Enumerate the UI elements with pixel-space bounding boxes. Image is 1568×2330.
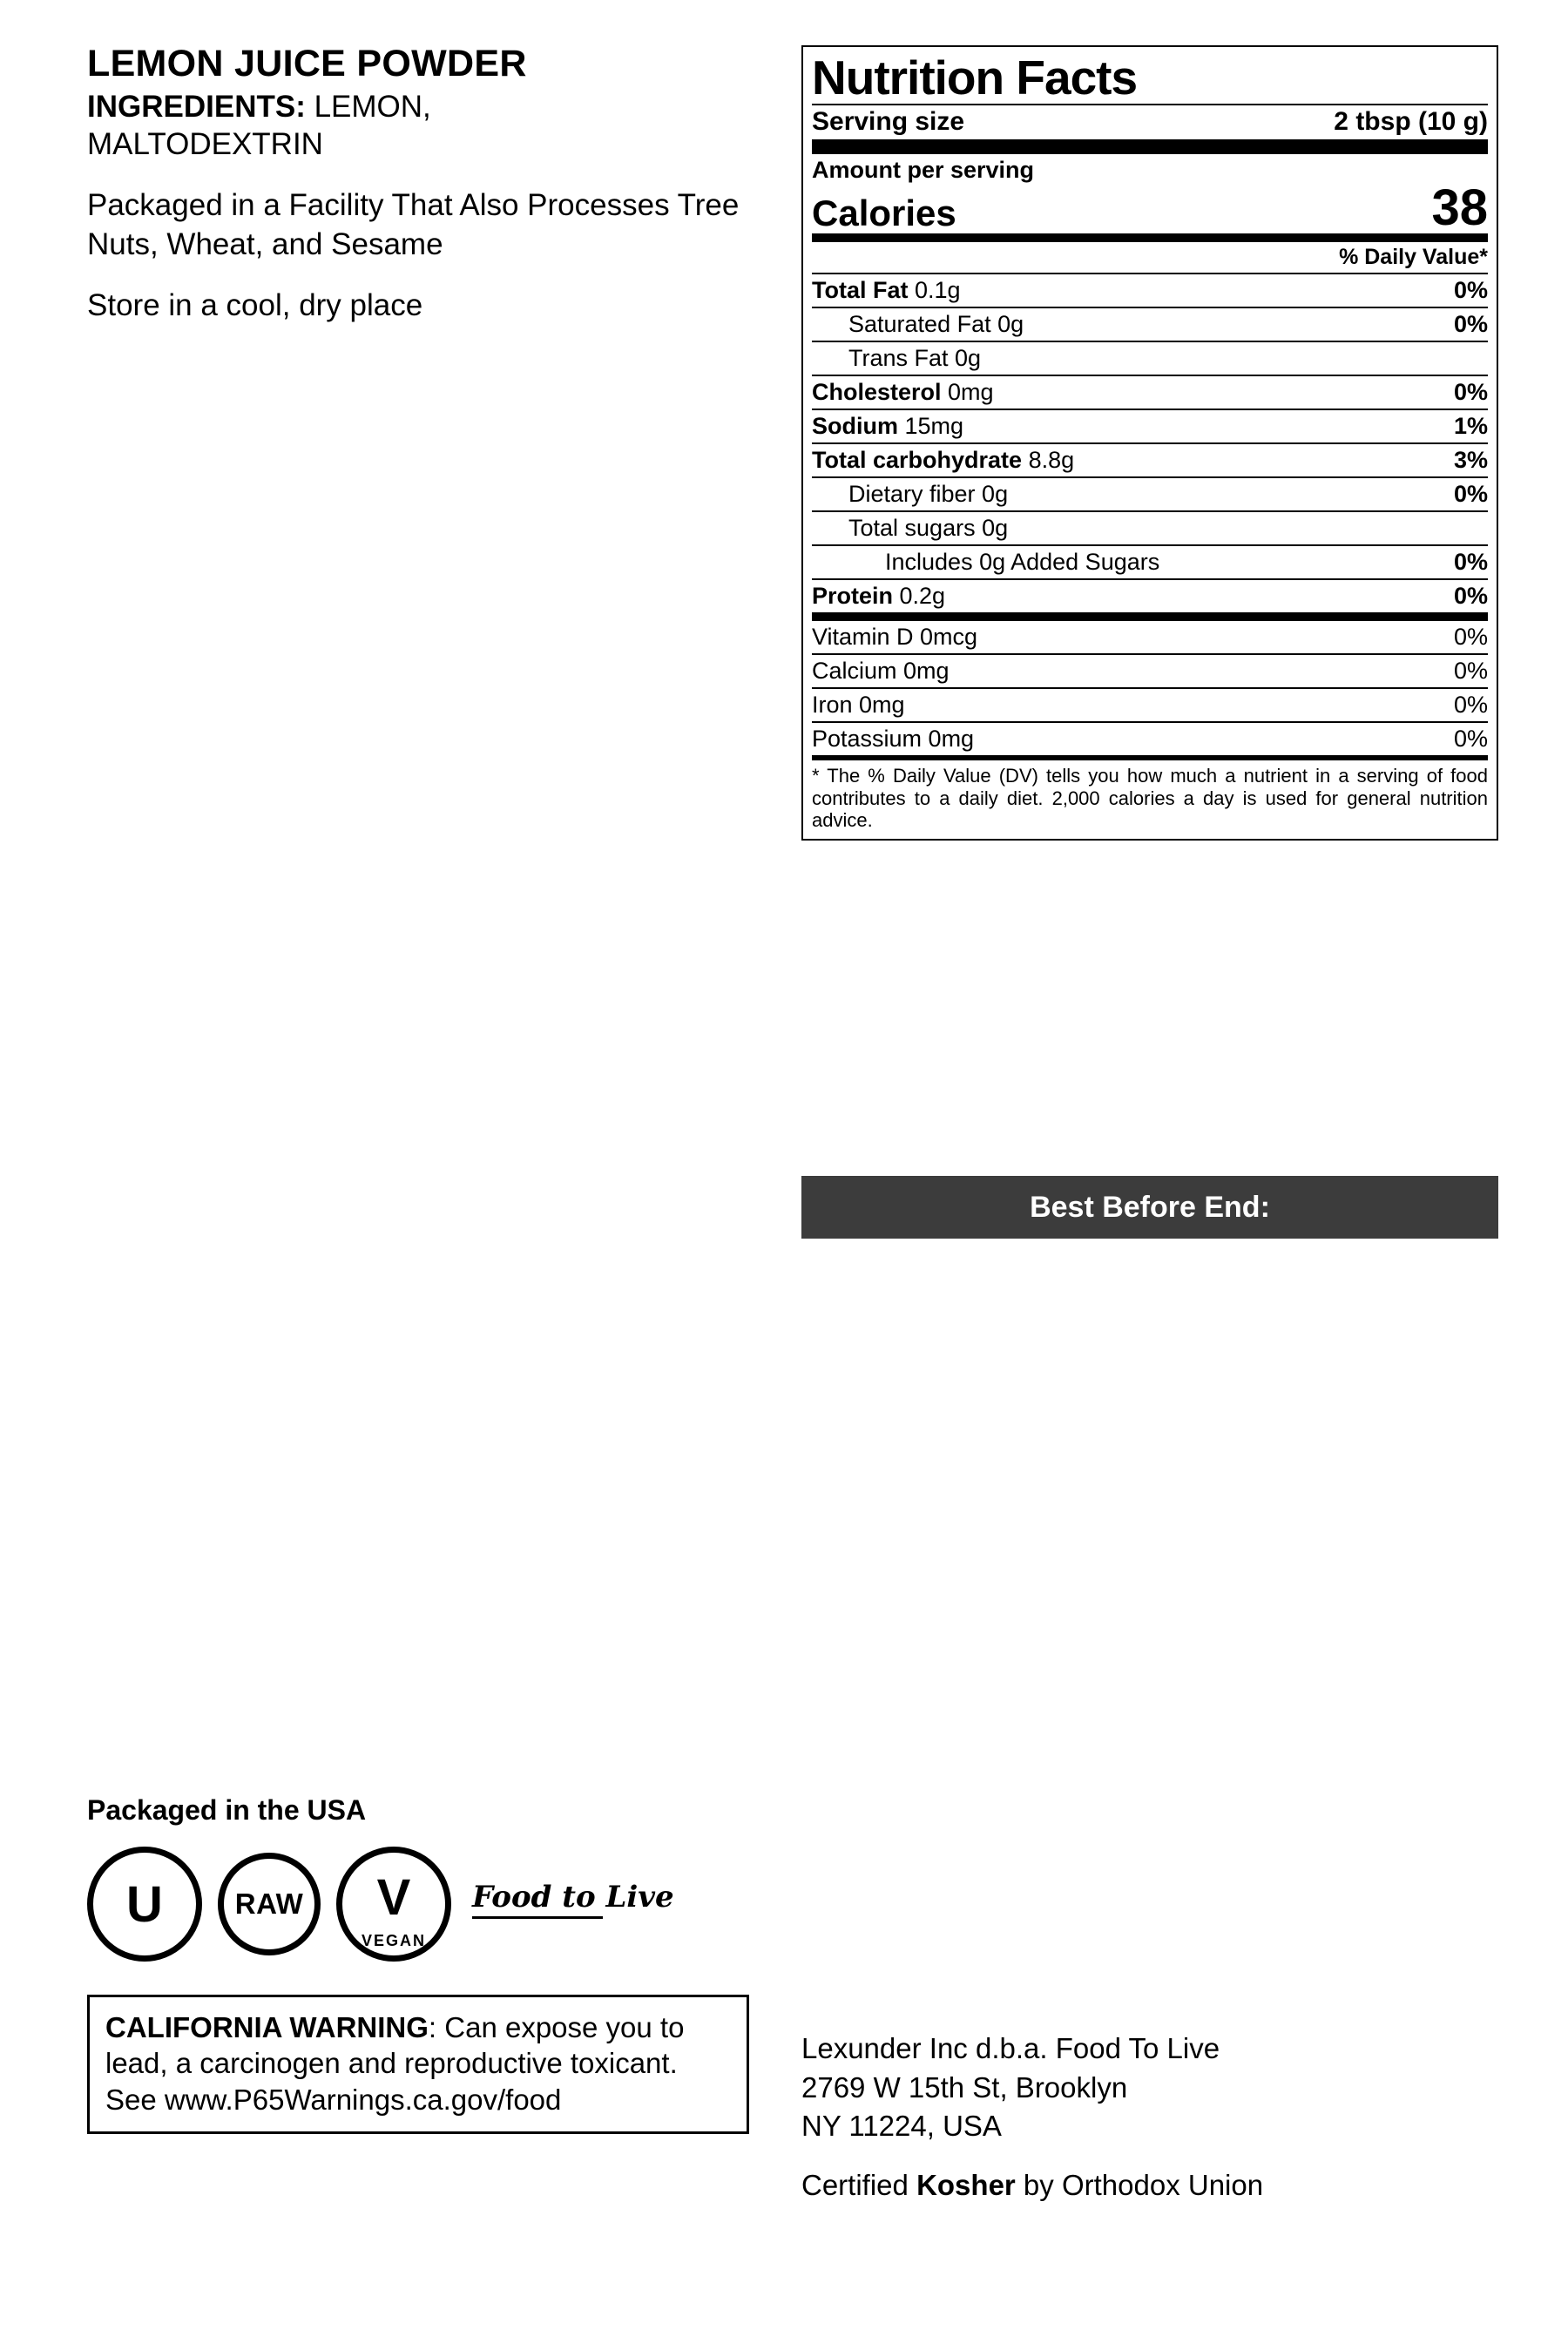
brand-logo-underline	[472, 1916, 603, 1919]
calories-value: 38	[1431, 179, 1488, 236]
best-before-label: Best Before End:	[1030, 1190, 1270, 1224]
ingredients-paragraph	[87, 89, 610, 163]
nutrient-dv: 0%	[1453, 549, 1488, 576]
nutrient-name: Includes 0g Added Sugars	[885, 549, 1160, 576]
ingredients-label: INGREDIENTS:	[87, 90, 306, 125]
nutrient-name: Total Fat	[812, 277, 909, 304]
packaged-in-usa-label: Packaged in the USA	[87, 1794, 367, 1826]
serving-size-label: Serving size	[812, 107, 965, 136]
vegan-word: VEGAN	[361, 1932, 426, 1949]
nutrient-dv: 1%	[1453, 413, 1488, 440]
nutrient-row	[812, 512, 1488, 544]
daily-value-header: % Daily Value*	[1339, 245, 1488, 270]
california-warning-box	[87, 1995, 749, 2134]
nutrient-dv: 3%	[1453, 447, 1488, 474]
certified-prefix: Certified	[801, 2169, 917, 2201]
nutrient-row	[812, 478, 1488, 510]
amount-per-serving-row	[812, 154, 1488, 184]
nutrient-dv: 0%	[1453, 311, 1488, 338]
nutrient-row	[812, 546, 1488, 578]
nutrient-row	[812, 580, 1488, 612]
nutrition-facts-panel	[801, 45, 1498, 841]
nutrient-amount: 0g	[975, 515, 1009, 542]
serving-size-value: 2 tbsp (10 g)	[1334, 107, 1488, 136]
kosher-u-icon	[87, 1847, 202, 1962]
california-warning-label: CALIFORNIA WARNING	[105, 2011, 429, 2043]
company-street: 2769 W 15th St, Brooklyn	[801, 2070, 1128, 2104]
amount-per-serving-label: Amount per serving	[812, 157, 1035, 183]
serving-size-row	[812, 105, 1488, 139]
nutrient-name: Potassium 0mg	[812, 726, 975, 753]
company-address	[801, 2029, 1220, 2146]
nutrient-dv: 0%	[1453, 658, 1488, 685]
raw-icon	[218, 1853, 321, 1955]
kosher-u-letter: U	[126, 1875, 163, 1933]
nutrient-row	[812, 621, 1488, 653]
nutrient-dv: 0%	[1453, 692, 1488, 719]
allergen-statement: Packaged in a Facility That Also Processes Tree Nuts, Wheat, and Sesame	[87, 187, 740, 261]
nutrient-row	[812, 410, 1488, 442]
nutrient-name: Protein	[812, 583, 894, 610]
nutrient-amount: 0.2g	[893, 583, 946, 610]
nutrient-dv: 0%	[1453, 379, 1488, 406]
kosher-word: Kosher	[916, 2169, 1016, 2201]
vegan-letter: V	[376, 1869, 411, 1926]
nutrient-amount: 0g	[975, 481, 1009, 508]
nutrient-row	[812, 342, 1488, 375]
nutrient-name: Dietary fiber	[848, 481, 976, 508]
nutrient-name: Iron 0mg	[812, 692, 905, 719]
nutrient-amount: 15mg	[898, 413, 964, 440]
storage-statement: Store in a cool, dry place	[87, 288, 423, 323]
certification-badges	[87, 1847, 674, 1962]
nutrient-name: Saturated Fat	[848, 311, 991, 338]
brand-logo-text: Food to Live	[472, 1879, 674, 1915]
calories-label: Calories	[812, 192, 956, 234]
nutrient-dv: 0%	[1453, 624, 1488, 651]
nutrient-dv: 0%	[1453, 481, 1488, 508]
daily-value-footnote: * The % Daily Value (DV) tells you how much a nutrient in a serving of food contributes to a daily diet. 2,000 calories a day is used for general nutrition advice.	[812, 765, 1488, 832]
nutrient-row	[812, 274, 1488, 307]
nutrient-name: Calcium 0mg	[812, 658, 950, 685]
nutrient-name: Total carbohydrate	[812, 447, 1023, 474]
certified-suffix: by Orthodox Union	[1015, 2169, 1264, 2201]
nutrient-name: Trans Fat	[848, 345, 949, 372]
nutrient-name: Cholesterol	[812, 379, 942, 406]
vegan-icon	[336, 1847, 451, 1962]
raw-text: RAW	[234, 1888, 304, 1920]
nutrient-row	[812, 689, 1488, 721]
nutrient-amount: 0.1g	[908, 277, 961, 304]
nutrient-name: Total sugars	[848, 515, 976, 542]
calories-row	[812, 179, 1488, 236]
nutrient-amount: 0mg	[941, 379, 994, 406]
ingredients-value: LEMON, MALTODEXTRIN	[87, 90, 431, 162]
product-info-column	[87, 44, 775, 326]
nutrient-row	[812, 376, 1488, 409]
kosher-certification-line	[801, 2169, 1263, 2202]
nutrient-row	[812, 655, 1488, 687]
nutrient-dv: 0%	[1453, 277, 1488, 304]
nutrient-amount: 0g	[990, 311, 1024, 338]
nutrient-name: Vitamin D 0mcg	[812, 624, 978, 651]
company-city-state: NY 11224, USA	[801, 2110, 1002, 2143]
nutrition-facts-title: Nutrition Facts	[812, 51, 1138, 105]
nutrient-name: Sodium	[812, 413, 898, 440]
page-title: LEMON JUICE POWDER	[87, 43, 527, 84]
california-warning-text: : Can expose you to lead, a carcinogen and reproductive toxicant. See www.P65Warnings.ca.gov/food	[105, 2011, 685, 2116]
nutrient-amount: 0g	[948, 345, 982, 372]
company-name: Lexunder Inc d.b.a. Food To Live	[801, 2032, 1220, 2064]
nutrient-dv: 0%	[1453, 726, 1488, 753]
brand-logo	[472, 1880, 674, 1919]
nutrient-dv: 0%	[1453, 583, 1488, 610]
nutrient-row	[812, 444, 1488, 476]
nutrient-row	[812, 723, 1488, 755]
nutrient-amount: 8.8g	[1022, 447, 1075, 474]
best-before-bar	[801, 1176, 1498, 1239]
nutrient-row	[812, 308, 1488, 341]
